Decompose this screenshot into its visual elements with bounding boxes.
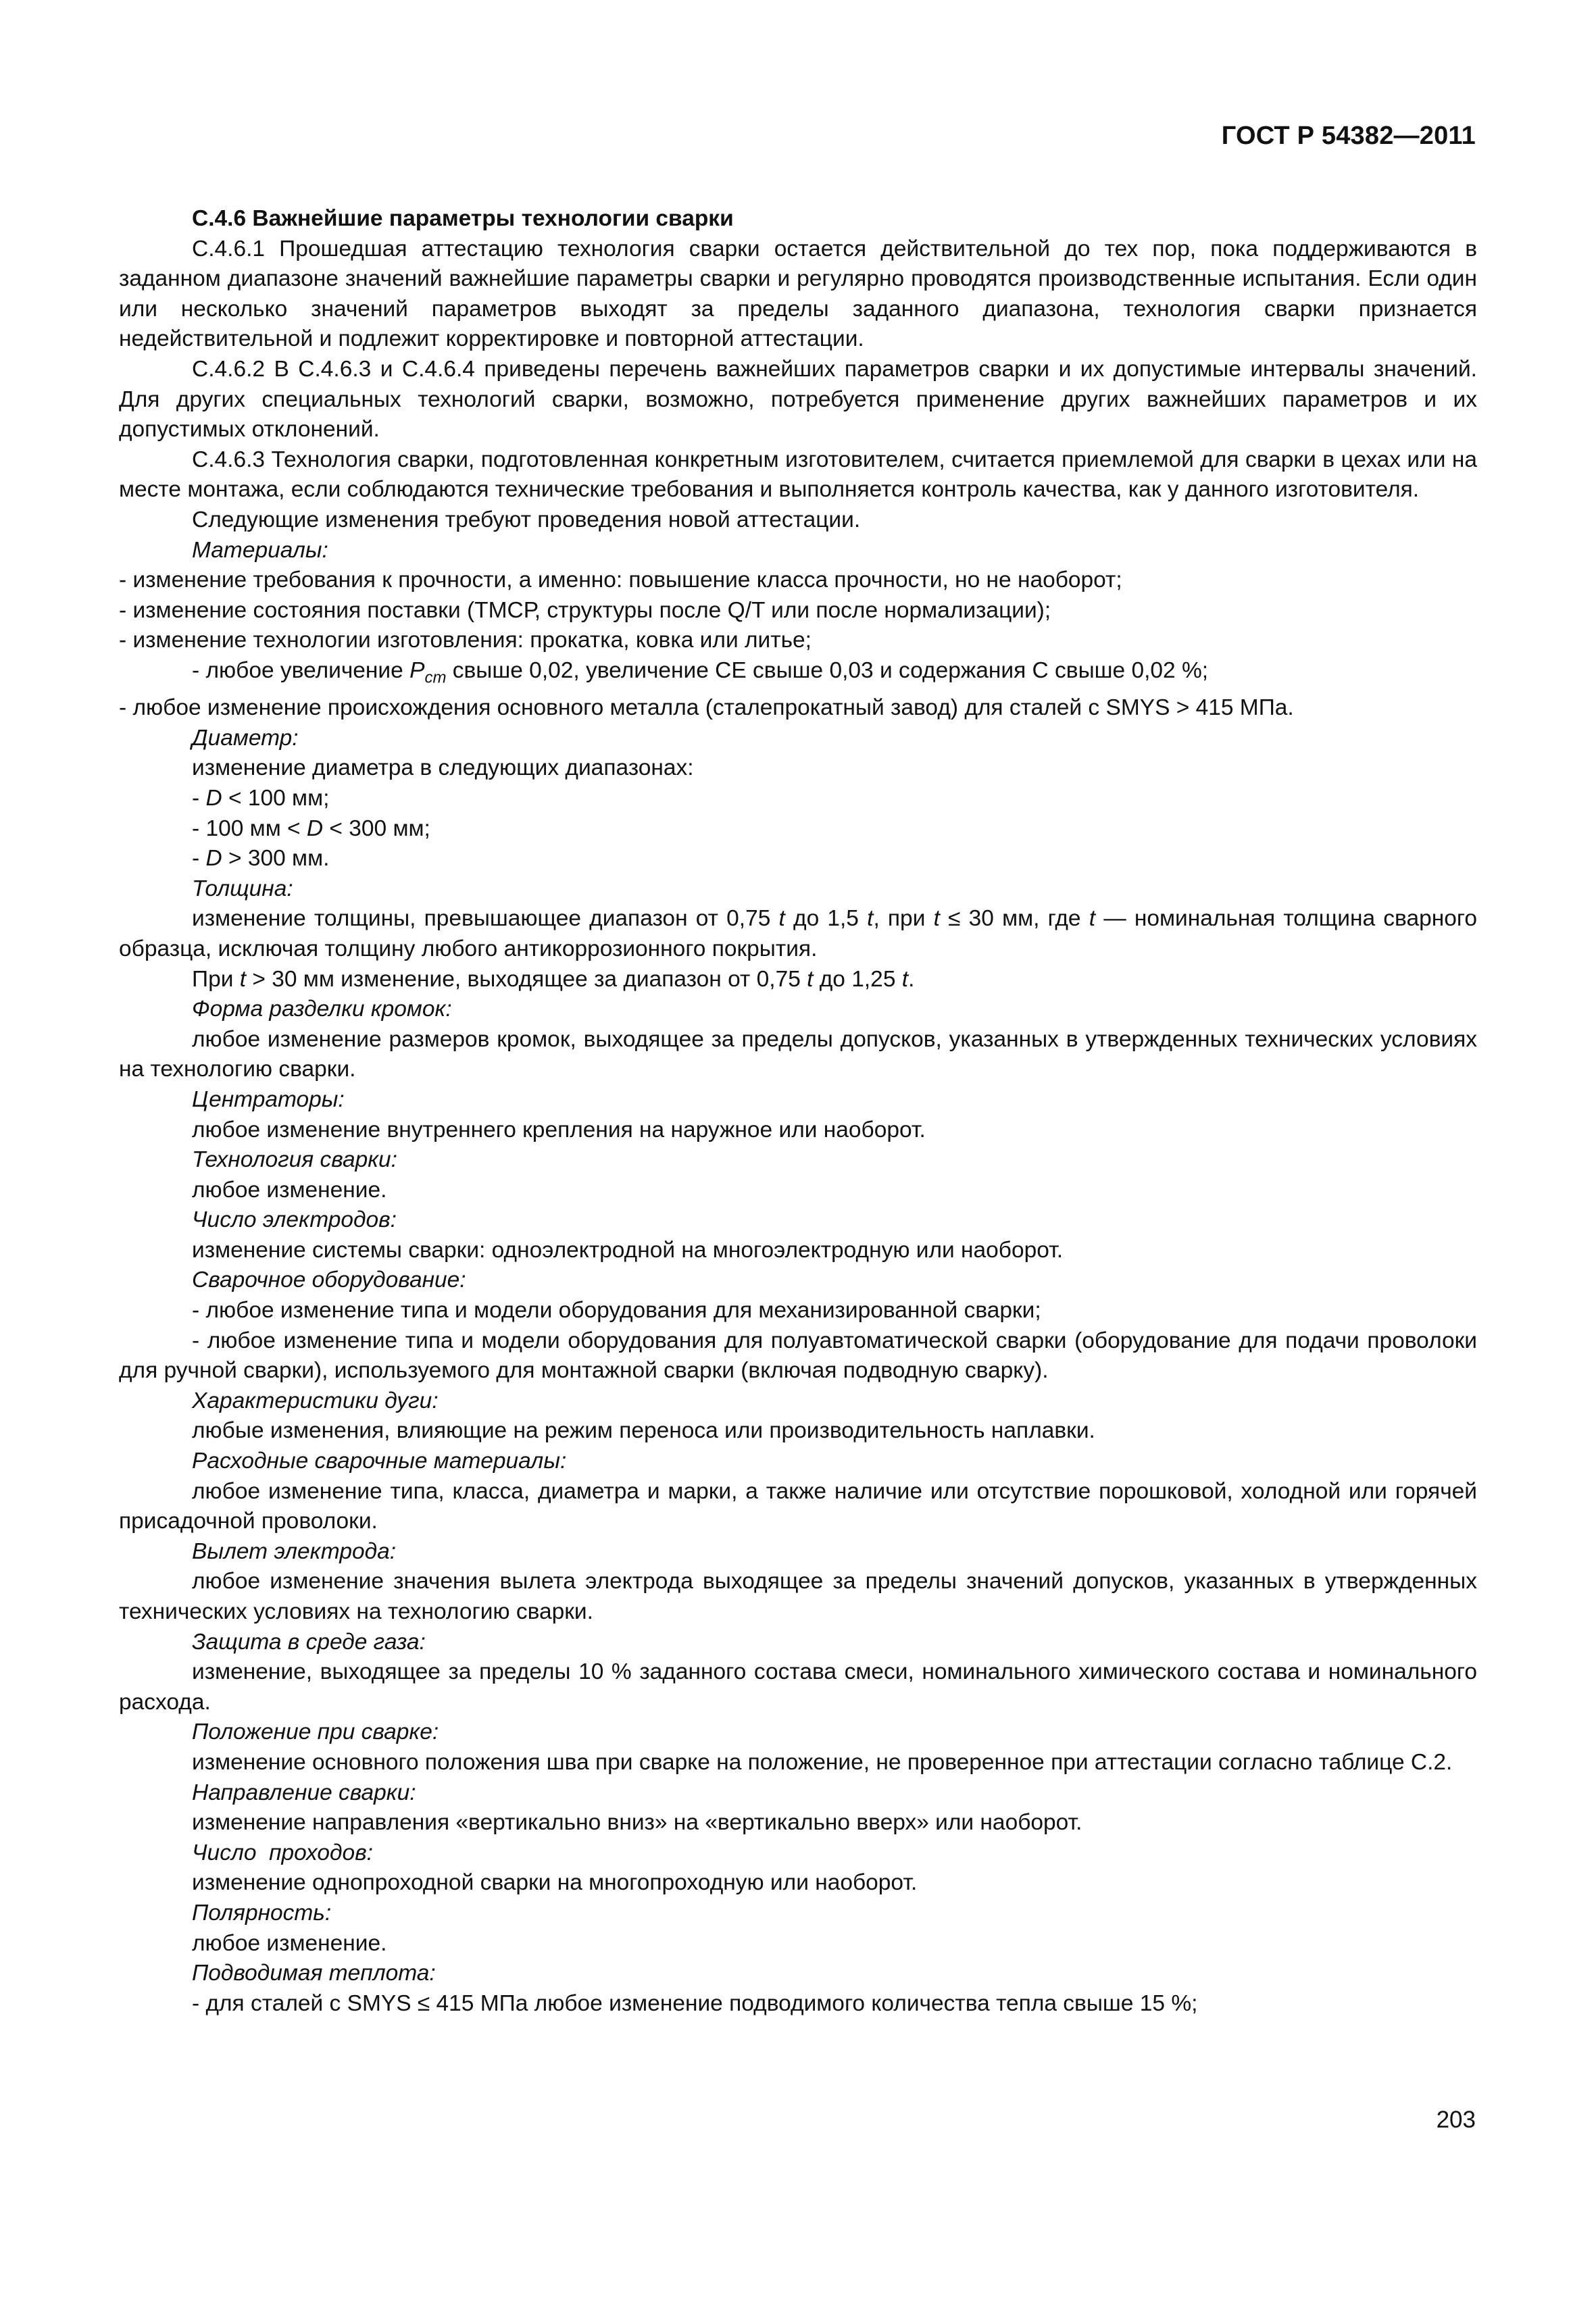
pcm-rest: свыше 0,02, увеличение СЕ свыше 0,03 и содержания С свыше 0,02 %; — [446, 657, 1209, 683]
paragraph-c462: С.4.6.2 В С.4.6.3 и С.4.6.4 приведены перечень важнейших параметров сварки и их допустимые интервалы значений. Для других специальных технологий сварки, возможно, потребуется применение других важнейших параметров и их допустимых отклонений. — [119, 356, 1477, 443]
diameter-symbol: D — [205, 785, 222, 811]
thickness-fragment: > 30 мм изменение, выходящее за диапазон от 0,75 — [246, 966, 807, 992]
diameter-range — [119, 814, 1477, 845]
diameter-range — [119, 784, 1477, 814]
heat-heading: Подводимая теплота: — [192, 1961, 436, 1986]
stickout-text: любое изменение значения вылета электрода выходящее за пределы значений допусков, указанных в утвержденных технических условиях на технологию сварки. — [119, 1569, 1477, 1624]
electrodes-text: изменение системы сварки: одноэлектродной на многоэлектродную или наоборот. — [192, 1237, 1064, 1263]
thickness-symbol: t — [239, 966, 247, 992]
thickness-fragment: При — [192, 966, 240, 992]
polarity-heading: Полярность: — [192, 1900, 332, 1926]
thickness-fragment: — номинальная толщина сварного образца, исключая толщину любого антикоррозионного покрытия. — [119, 906, 1477, 961]
centralizers-heading: Центраторы: — [192, 1086, 345, 1112]
technology-heading: Технология сварки: — [192, 1147, 397, 1173]
thickness-symbol: t — [1089, 906, 1096, 932]
arc-text: любые изменения, влияющие на режим переноса или производительность наплавки. — [192, 1418, 1095, 1444]
thickness-fragment: до 1,25 — [813, 966, 902, 992]
materials-item-pcm — [119, 656, 1477, 693]
passes-heading: Число проходов: — [192, 1840, 373, 1865]
diameter-heading: Диаметр: — [192, 725, 299, 751]
position-text: изменение основного положения шва при сварке на положение, не проверенное при аттестации согласно таблице С.2. — [192, 1749, 1453, 1775]
pcm-symbol: P — [409, 657, 425, 683]
pcm-prefix: - любое увеличение — [192, 657, 410, 683]
passes-text: изменение однопроходной сварки на многопроходную или наоборот. — [192, 1870, 918, 1896]
stickout-heading: Вылет электрода: — [192, 1538, 397, 1564]
range-text: < 300 мм; — [323, 815, 430, 841]
gas-text: изменение, выходящее за пределы 10 % заданного состава смеси, номинального химического состава и номинального расхода. — [119, 1659, 1477, 1715]
edge-prep-heading: Форма разделки кромок: — [192, 997, 452, 1022]
pcm-subscript: cm — [424, 668, 447, 687]
thickness-over-30 — [119, 965, 1477, 995]
page-content — [119, 204, 1477, 2019]
thickness-fragment: до 1,5 — [784, 906, 868, 932]
diameter-text: изменение диаметра в следующих диапазонах: — [192, 755, 694, 781]
diameter-symbol: D — [306, 815, 324, 841]
equipment-item: - любое изменение типа и модели оборудования для полуавтоматической сварки (оборудование для подачи проволоки для ручной сварки), используемого для монтажной сварки (включая подводную сварку). — [119, 1328, 1477, 1384]
materials-heading: Материалы: — [192, 537, 328, 563]
range-text: - — [192, 785, 206, 811]
thickness-fragment: ≤ 30 мм, где — [939, 906, 1089, 932]
range-text: < 100 мм; — [222, 785, 330, 811]
page-number: 203 — [1436, 2107, 1476, 2133]
thickness-fragment: изменение толщины, превышающее диапазон от 0,75 — [192, 906, 779, 932]
thickness-fragment: . — [908, 966, 915, 992]
thickness-heading: Толщина: — [192, 876, 293, 901]
materials-item: - любое изменение происхождения основного металла (сталепрокатный завод) для сталей с SMYS > 415 МПа. — [119, 695, 1294, 721]
centralizers-text: любое изменение внутреннего крепления на наружное или наоборот. — [192, 1117, 926, 1142]
arc-heading: Характеристики дуги: — [192, 1388, 439, 1413]
gas-heading: Защита в среде газа: — [192, 1629, 426, 1655]
paragraph-new-attestation: Следующие изменения требуют проведения новой аттестации. — [192, 507, 861, 532]
thickness-fragment: , при — [873, 906, 934, 932]
thickness-text — [119, 904, 1477, 964]
edge-prep-text: любое изменение размеров кромок, выходящее за пределы допусков, указанных в утвержденных технических условиях на технологию сварки. — [119, 1026, 1477, 1082]
consumables-heading: Расходные сварочные материалы: — [192, 1449, 567, 1474]
polarity-text: любое изменение. — [192, 1930, 387, 1956]
consumables-text: любое изменение типа, класса, диаметра и марки, а также наличие или отсутствие порошковой, холодной или горячей присадочной проволоки. — [119, 1478, 1477, 1534]
paragraph-c461: С.4.6.1 Прошедшая аттестацию технология сварки остается действительной до тех пор, пока поддерживаются в заданном диапазоне значений важнейшие параметры сварки и регулярно проводятся производственные испытания. Если один или несколько значений параметров выходят за пределы заданного диапазона, технология сварки признается недействительной и подлежит корректировке и повторной аттестации. — [119, 236, 1477, 352]
range-text: > 300 мм. — [222, 846, 330, 872]
diameter-symbol: D — [205, 846, 222, 872]
electrodes-heading: Число электродов: — [192, 1207, 397, 1233]
heat-item: - для сталей с SMYS ≤ 415 МПа любое изменение подводимого количества тепла свыше 15 %; — [192, 1990, 1198, 2016]
document-code: ГОСТ Р 54382—2011 — [1221, 122, 1476, 150]
position-heading: Положение при сварке: — [192, 1719, 439, 1745]
direction-heading: Направление сварки: — [192, 1780, 416, 1805]
equipment-heading: Сварочное оборудование: — [192, 1267, 466, 1293]
thickness-symbol: t — [901, 966, 909, 992]
thickness-symbol: t — [778, 906, 785, 932]
materials-item: - изменение технологии изготовления: прокатка, ковка или литье; — [119, 628, 812, 653]
paragraph-c463: С.4.6.3 Технология сварки, подготовленная конкретным изготовителем, считается приемлемой для сварки в цехах или на месте монтажа, если соблюдаются технические требования и выполняется контроль качества, как у данного изготовителя. — [119, 447, 1477, 503]
materials-item: - изменение требования к прочности, а именно: повышение класса прочности, но не наоборот; — [119, 568, 1122, 593]
section-heading: С.4.6 Важнейшие параметры технологии сварки — [192, 206, 734, 231]
range-text: - — [192, 846, 206, 872]
thickness-symbol: t — [867, 906, 874, 932]
thickness-symbol: t — [933, 906, 940, 932]
equipment-item: - любое изменение типа и модели оборудования для механизированной сварки; — [192, 1298, 1041, 1324]
thickness-symbol: t — [807, 966, 814, 992]
technology-text: любое изменение. — [192, 1177, 387, 1203]
materials-item: - изменение состояния поставки (ТМСР, структуры после Q/T или после нормализации); — [119, 597, 1051, 623]
range-text: - 100 мм < — [192, 815, 307, 841]
direction-text: изменение направления «вертикально вниз» на «вертикально вверх» или наоборот. — [192, 1810, 1082, 1836]
diameter-range — [119, 844, 1477, 874]
